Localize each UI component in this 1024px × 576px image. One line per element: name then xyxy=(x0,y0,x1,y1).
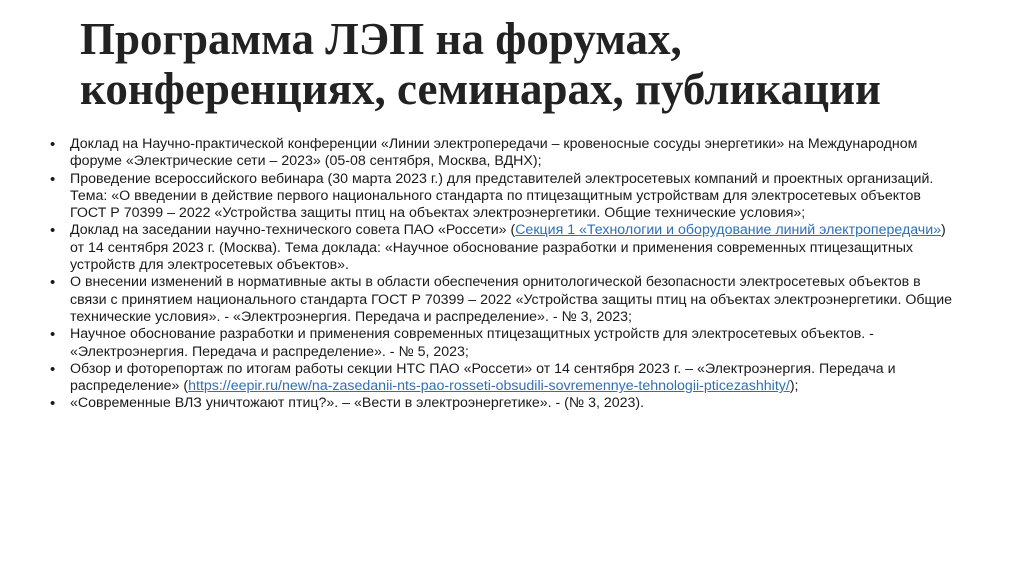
list-item-text: Доклад на Научно-практической конференции «Линии электропередачи – кровеносные сосуды энергетики» на Международном форуме «Электрические сети – 2023» (05-08 сентября, Москва, ВДНХ); xyxy=(70,136,918,170)
list-item xyxy=(48,361,953,396)
title-line-2: конференциях, семинарах, публикации xyxy=(80,64,881,114)
list-item-text: Проведение всероссийского вебинара (30 марта 2023 г.) для представителей электросетевых компаний и проектных организаций. Тема: «О введении в действие первого национального стандарта по птицезащитным устройствам для электросетевых объектов ГОСТ Р 70399 – 2022 «Устройства защиты птиц на объектах электроэнергетики. Общие технические условия»; xyxy=(70,170,934,222)
list-item xyxy=(48,326,953,361)
list-item xyxy=(48,222,953,274)
list-item xyxy=(48,395,953,412)
list-item-text: Научное обоснование разработки и применения современных птицезащитных устройств для электросетевых объектов. - «Электроэнергия. Передача и распределение». - № 5, 2023; xyxy=(70,326,874,360)
title-line-1: Программа ЛЭП на форумах, xyxy=(80,14,682,64)
list-item xyxy=(48,274,953,326)
page-title xyxy=(80,14,980,114)
list-item xyxy=(48,171,953,223)
section-link[interactable]: Секция 1 «Технологии и оборудование линий электропередачи» xyxy=(515,222,942,239)
list-item-text: ) от 14 сентября 2023 г. (Москва). Тема доклада: «Научное обоснование разработки и применения современных птицезащитных устройств для электросетевых объектов». xyxy=(70,222,946,274)
list-item-text: Обзор и фоторепортаж по итогам работы секции НТС ПАО «Россети» от 14 сентября 2023 г. – «Электроэнергия. Передача и распределение» ( xyxy=(70,360,896,395)
list-item-text: О внесении изменений в нормативные акты в области обеспечения орнитологической безопасности электросетевых объектов в связи с принятием национального стандарта ГОСТ Р 70399 – 2022 «Устройства защиты птиц на объектах электроэнергетики. Общие технические условия». - «Электроэнергия. Передача и распределение». - № 3, 2023; xyxy=(70,274,953,325)
list-item-text: ); xyxy=(789,378,799,395)
list-item-text: Доклад на заседании научно-технического совета ПАО «Россети» ( xyxy=(70,222,516,239)
list-item xyxy=(48,136,953,171)
article-url-link[interactable]: https://eepir.ru/new/na-zasedanii-nts-pao-rosseti-obsudili-sovremennye-tehnologii-pticezashhity/ xyxy=(188,378,790,395)
list-item-text: «Современные ВЛЗ уничтожают птиц?». – «Вести в электроэнергетике». - (№ 3, 2023). xyxy=(70,395,645,412)
bullet-list xyxy=(48,136,953,413)
